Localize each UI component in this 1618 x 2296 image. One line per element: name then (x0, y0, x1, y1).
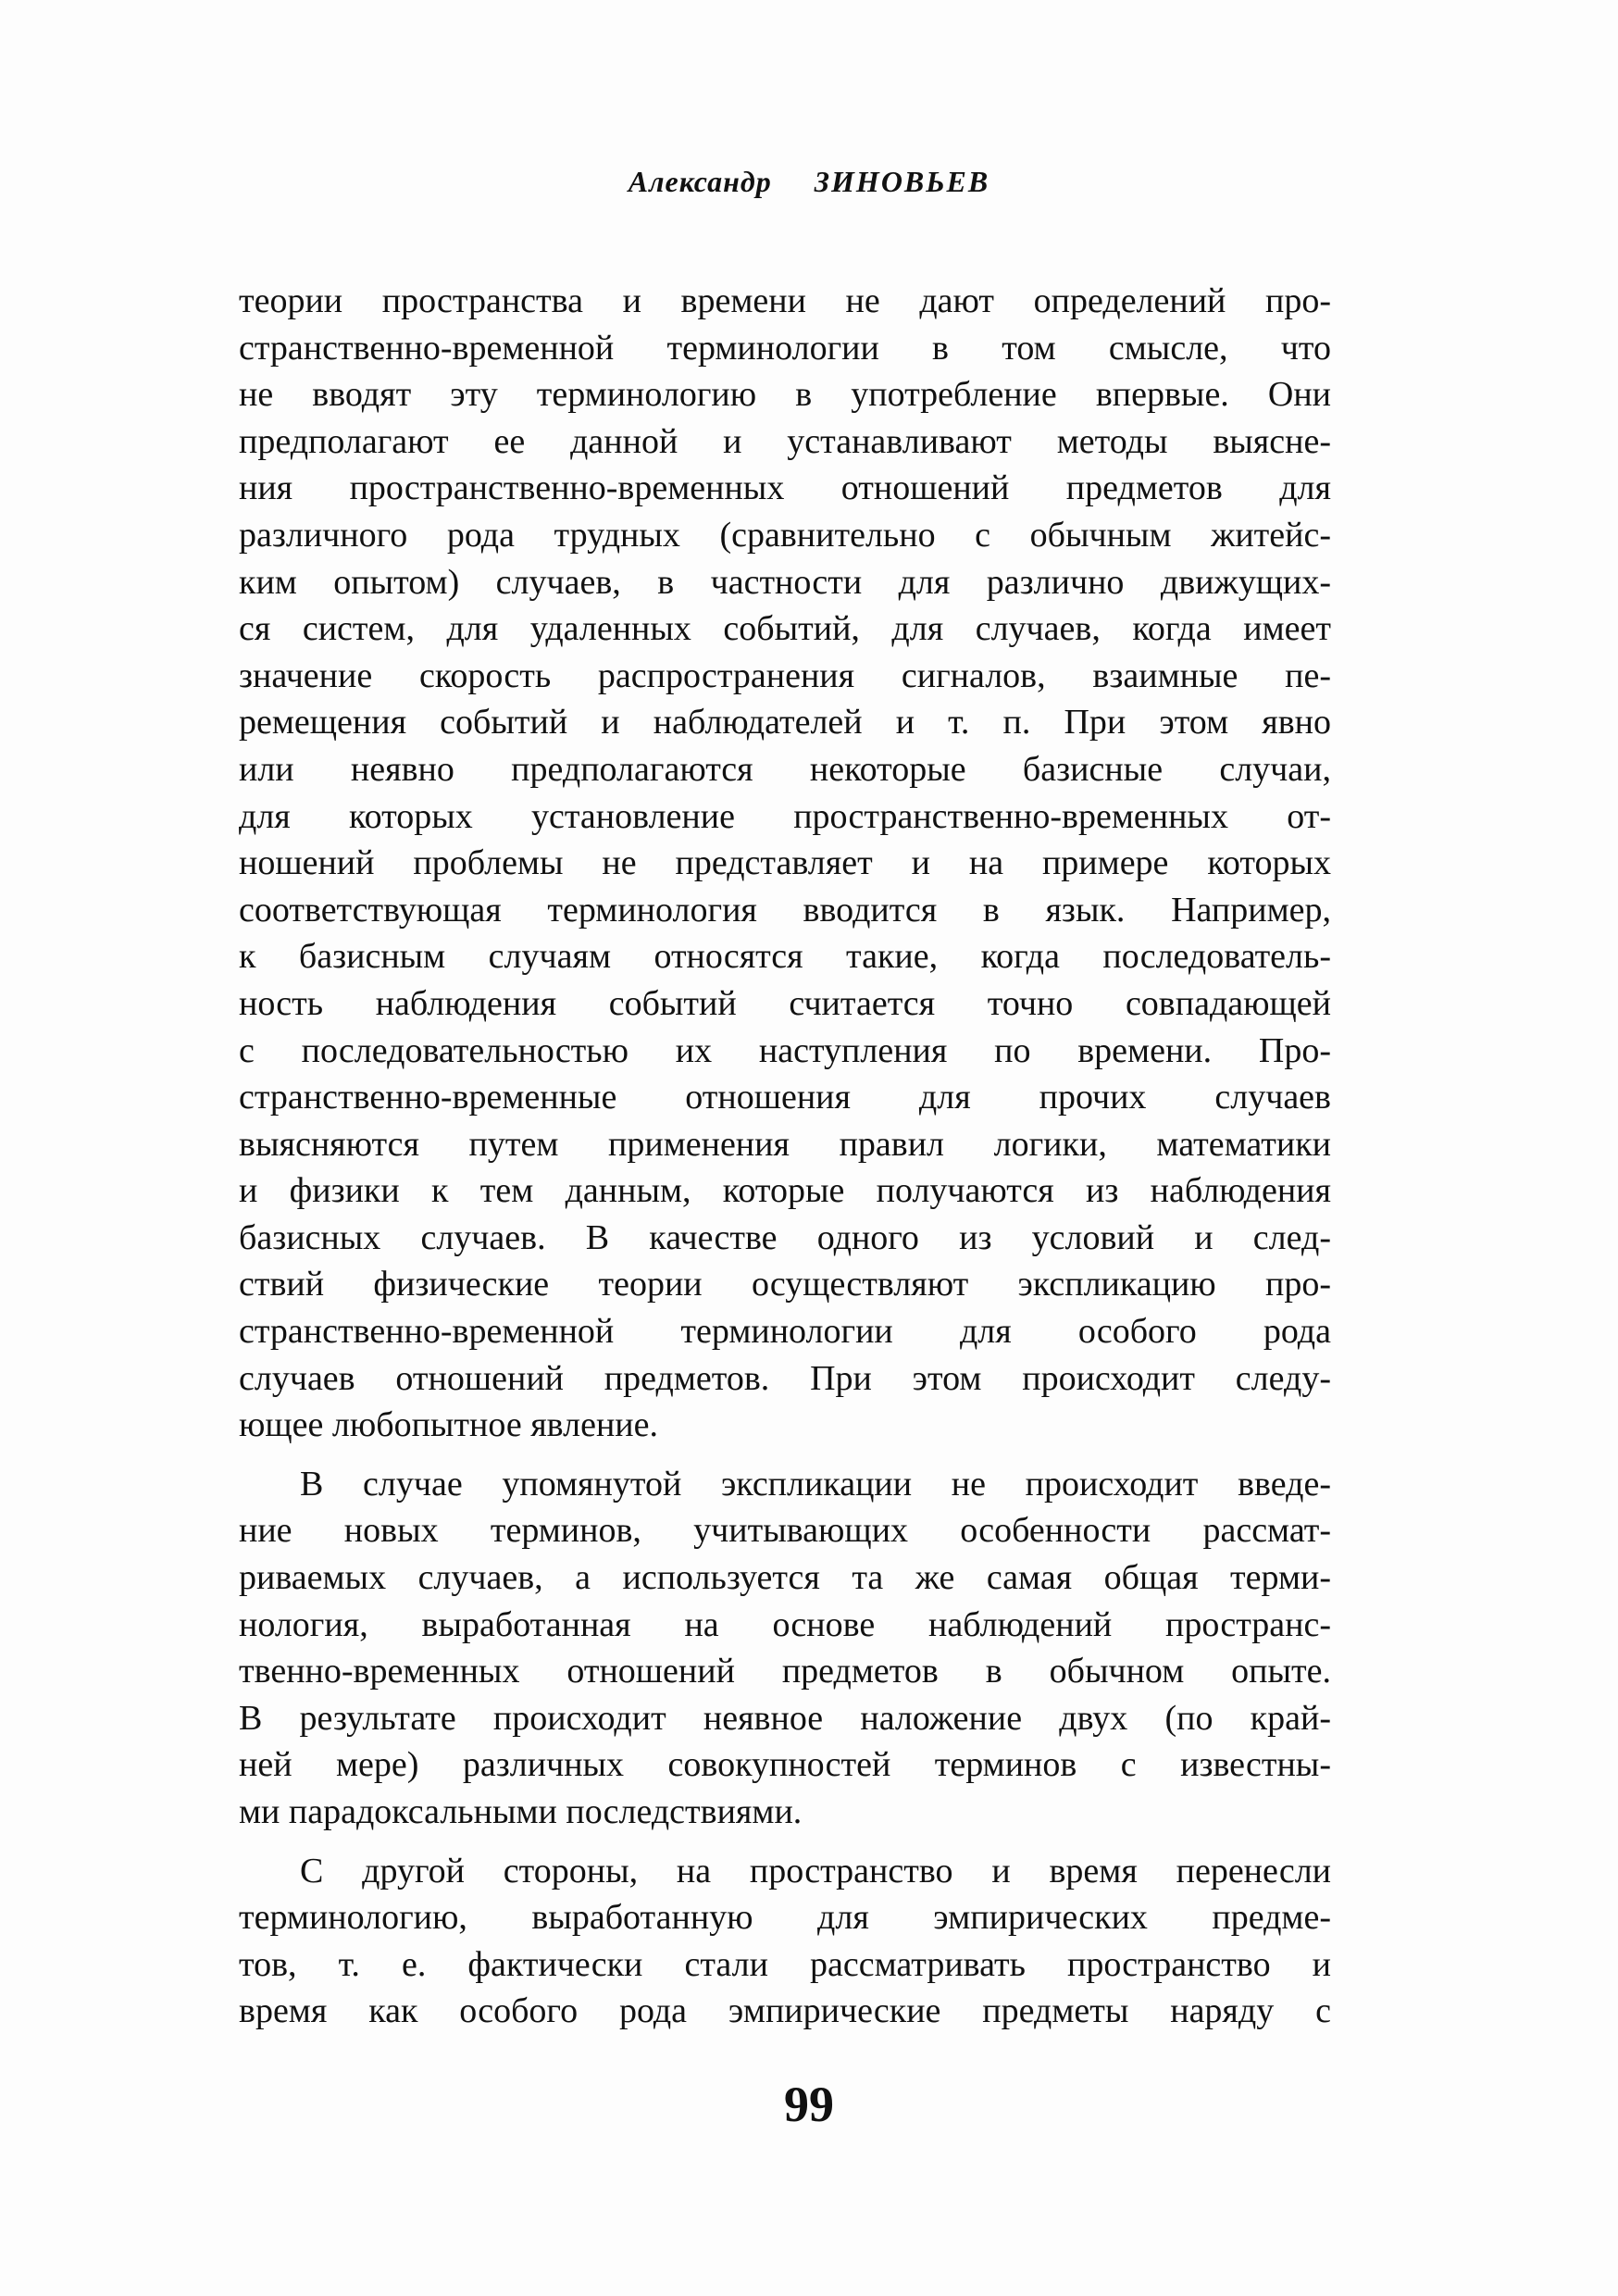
text-line: выясняются путем применения правил логики, математики (239, 1124, 1331, 1164)
text-line: В случае упомянутой экспликации не происходит введе- (300, 1464, 1331, 1504)
text-line: время как особого рода эмпирические предметы наряду с (239, 1991, 1331, 2031)
running-head (0, 165, 1618, 199)
text-line: ким опытом) случаев, в частности для различно движущих- (239, 562, 1331, 602)
body-text (239, 278, 1331, 2035)
paragraph-3 (239, 1848, 1331, 2035)
text-line: ношений проблемы не представляет и на примере которых (239, 843, 1331, 883)
paragraph-gap (239, 1449, 1331, 1461)
text-line: для которых установление пространственно-временных от- (239, 796, 1331, 836)
text-line: ющее любопытное явление. (239, 1405, 658, 1445)
text-line: к базисным случаям относятся такие, когда последователь- (239, 937, 1331, 977)
text-line: соответствующая терминология вводится в язык. Например, (239, 890, 1331, 930)
paragraph-1 (239, 278, 1331, 1449)
text-line: ние новых терминов, учитывающих особенности рассмат- (239, 1511, 1331, 1551)
text-line: ми парадоксальными последствиями. (239, 1792, 803, 1831)
text-line: ся систем, для удаленных событий, для случаев, когда имеет (239, 609, 1331, 649)
paragraph-2 (239, 1461, 1331, 1836)
text-line: теории пространства и времени не дают определений про- (239, 281, 1331, 320)
text-line: значение скорость распространения сигналов, взаимные пе- (239, 655, 1331, 695)
text-line: риваемых случаев, а используется та же самая общая терми- (239, 1558, 1331, 1598)
text-line: В результате происходит неявное наложение двух (по край- (239, 1698, 1331, 1738)
text-line: случаев отношений предметов. При этом происходит следу- (239, 1358, 1331, 1398)
text-line: ность наблюдения событий считается точно совпадающей (239, 983, 1331, 1023)
text-line: ния пространственно-временных отношений предметов для (239, 468, 1331, 508)
text-line: не вводят эту терминологию в употребление впервые. Они (239, 375, 1331, 415)
text-line: ремещения событий и наблюдателей и т. п. При этом явно (239, 703, 1331, 742)
text-line: или неявно предполагаются некоторые базисные случаи, (239, 749, 1331, 789)
text-line: ствий физические теории осуществляют экспликацию про- (239, 1265, 1331, 1304)
text-line: твенно-временных отношений предметов в обычном опыте. (239, 1652, 1331, 1691)
text-line: С другой стороны, на пространство и время перенесли (300, 1851, 1331, 1890)
text-line: и физики к тем данным, которые получаются из наблюдения (239, 1171, 1331, 1211)
author-last-name: ЗИНОВЬЕВ (814, 165, 990, 198)
text-line: терминологию, выработанную для эмпирических предме- (239, 1898, 1331, 1938)
text-line: с последовательностью их наступления по времени. Про- (239, 1030, 1331, 1070)
text-line: различного рода трудных (сравнительно с обычным житейс- (239, 515, 1331, 555)
text-line: странственно-временной терминологии для особого рода (239, 1312, 1331, 1352)
page-number: 99 (784, 2077, 834, 2132)
paragraph-gap (239, 1836, 1331, 1848)
text-line: странственно-временной терминологии в том смысле, что (239, 328, 1331, 368)
text-line: тов, т. е. фактически стали рассматривать пространство и (239, 1944, 1331, 1984)
author-first-name: Александр (628, 165, 772, 198)
text-line: странственно-временные отношения для прочих случаев (239, 1078, 1331, 1117)
text-line: ней мере) различных совокупностей терминов с известны- (239, 1745, 1331, 1785)
text-line: нология, выработанная на основе наблюдений пространс- (239, 1604, 1331, 1644)
text-line: предполагают ее данной и устанавливают методы выясне- (239, 421, 1331, 461)
text-line: базисных случаев. В качестве одного из условий и след- (239, 1217, 1331, 1257)
